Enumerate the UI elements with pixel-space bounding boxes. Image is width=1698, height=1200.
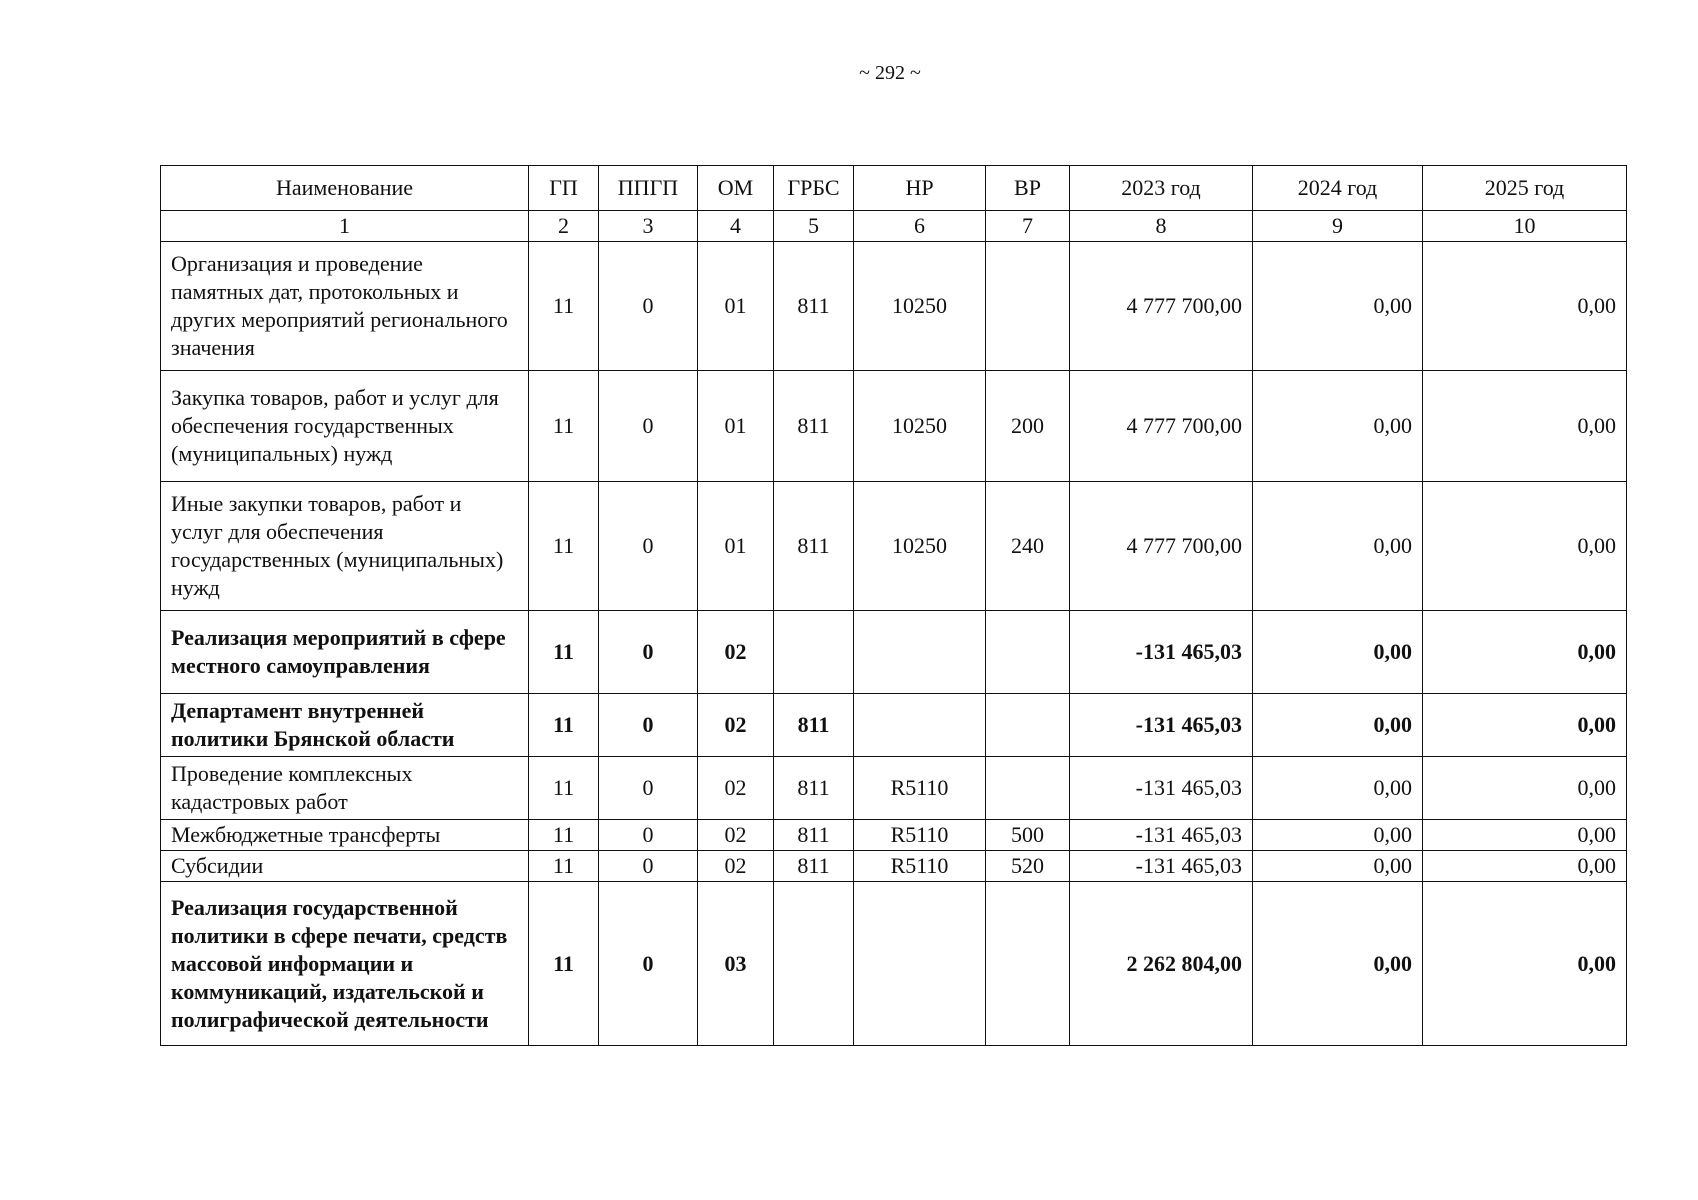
header-2023: 2023 год — [1070, 166, 1253, 211]
row-2024: 0,00 — [1253, 851, 1423, 882]
row-2025: 0,00 — [1423, 851, 1627, 882]
row-2024: 0,00 — [1253, 242, 1423, 371]
header-gp: ГП — [529, 166, 599, 211]
row-gp: 11 — [529, 371, 599, 482]
column-number: 3 — [599, 211, 698, 242]
page-number: ~ 292 ~ — [859, 62, 921, 84]
row-name: Реализация мероприятий в сфере местного самоуправления — [161, 611, 529, 694]
column-number: 8 — [1070, 211, 1253, 242]
header-2024: 2024 год — [1253, 166, 1423, 211]
row-2023: -131 465,03 — [1070, 851, 1253, 882]
row-2025: 0,00 — [1423, 882, 1627, 1046]
row-vr — [986, 694, 1070, 757]
row-2025: 0,00 — [1423, 611, 1627, 694]
row-ppgp: 0 — [599, 242, 698, 371]
row-gp: 11 — [529, 694, 599, 757]
row-grbs: 811 — [774, 371, 854, 482]
row-vr — [986, 242, 1070, 371]
row-om: 01 — [698, 242, 774, 371]
row-gp: 11 — [529, 882, 599, 1046]
row-ppgp: 0 — [599, 851, 698, 882]
row-2023: -131 465,03 — [1070, 757, 1253, 820]
row-2023: 4 777 700,00 — [1070, 242, 1253, 371]
row-2024: 0,00 — [1253, 371, 1423, 482]
row-ppgp: 0 — [599, 757, 698, 820]
column-number: 5 — [774, 211, 854, 242]
row-vr: 500 — [986, 820, 1070, 851]
row-2023: -131 465,03 — [1070, 611, 1253, 694]
row-name: Реализация государственной политики в сфере печати, средств массовой информации и коммуникаций, издательской и полиграфической деятельности — [161, 882, 529, 1046]
column-number: 6 — [854, 211, 986, 242]
row-2024: 0,00 — [1253, 694, 1423, 757]
row-nr: 10250 — [854, 371, 986, 482]
row-om: 02 — [698, 611, 774, 694]
row-ppgp: 0 — [599, 882, 698, 1046]
row-name: Организация и проведение памятных дат, протокольных и других мероприятий регионального значения — [161, 242, 529, 371]
header-vr: ВР — [986, 166, 1070, 211]
row-vr — [986, 882, 1070, 1046]
row-2025: 0,00 — [1423, 820, 1627, 851]
row-vr — [986, 757, 1070, 820]
row-ppgp: 0 — [599, 820, 698, 851]
table-row — [161, 371, 1627, 482]
row-name: Иные закупки товаров, работ и услуг для обеспечения государственных (муниципальных) нужд — [161, 482, 529, 611]
row-gp: 11 — [529, 851, 599, 882]
row-2025: 0,00 — [1423, 694, 1627, 757]
row-ppgp: 0 — [599, 371, 698, 482]
row-2023: 4 777 700,00 — [1070, 371, 1253, 482]
header-nr: НР — [854, 166, 986, 211]
row-nr — [854, 611, 986, 694]
row-grbs: 811 — [774, 694, 854, 757]
row-gp: 11 — [529, 611, 599, 694]
row-nr: R5110 — [854, 851, 986, 882]
row-name: Проведение комплексных кадастровых работ — [161, 757, 529, 820]
row-vr: 240 — [986, 482, 1070, 611]
column-number: 7 — [986, 211, 1070, 242]
header-row — [161, 166, 1627, 211]
row-grbs — [774, 611, 854, 694]
column-number: 4 — [698, 211, 774, 242]
header-name: Наименование — [161, 166, 529, 211]
row-nr — [854, 882, 986, 1046]
table-row — [161, 882, 1627, 1046]
table-row — [161, 694, 1627, 757]
header-om: ОМ — [698, 166, 774, 211]
header-ppgp: ППГП — [599, 166, 698, 211]
row-name: Департамент внутренней политики Брянской области — [161, 694, 529, 757]
row-2023: -131 465,03 — [1070, 694, 1253, 757]
row-name: Межбюджетные трансферты — [161, 820, 529, 851]
header-2025: 2025 год — [1423, 166, 1627, 211]
row-grbs: 811 — [774, 757, 854, 820]
row-gp: 11 — [529, 820, 599, 851]
row-nr: 10250 — [854, 482, 986, 611]
row-2023: -131 465,03 — [1070, 820, 1253, 851]
table-row — [161, 611, 1627, 694]
row-2024: 0,00 — [1253, 611, 1423, 694]
row-om: 03 — [698, 882, 774, 1046]
row-gp: 11 — [529, 242, 599, 371]
column-number: 2 — [529, 211, 599, 242]
column-number-row — [161, 211, 1627, 242]
row-om: 02 — [698, 694, 774, 757]
row-vr: 520 — [986, 851, 1070, 882]
row-om: 02 — [698, 851, 774, 882]
row-grbs: 811 — [774, 851, 854, 882]
row-2024: 0,00 — [1253, 757, 1423, 820]
row-ppgp: 0 — [599, 694, 698, 757]
row-ppgp: 0 — [599, 482, 698, 611]
row-grbs: 811 — [774, 820, 854, 851]
column-number: 1 — [161, 211, 529, 242]
row-om: 01 — [698, 482, 774, 611]
column-number: 9 — [1253, 211, 1423, 242]
table-row — [161, 242, 1627, 371]
row-om: 02 — [698, 820, 774, 851]
table-row — [161, 851, 1627, 882]
row-nr: 10250 — [854, 242, 986, 371]
row-2023: 2 262 804,00 — [1070, 882, 1253, 1046]
table-row — [161, 482, 1627, 611]
row-ppgp: 0 — [599, 611, 698, 694]
row-gp: 11 — [529, 482, 599, 611]
row-2023: 4 777 700,00 — [1070, 482, 1253, 611]
table-row — [161, 820, 1627, 851]
row-nr — [854, 694, 986, 757]
row-nr: R5110 — [854, 757, 986, 820]
row-2025: 0,00 — [1423, 242, 1627, 371]
row-2025: 0,00 — [1423, 371, 1627, 482]
row-2024: 0,00 — [1253, 820, 1423, 851]
row-grbs: 811 — [774, 242, 854, 371]
row-name: Закупка товаров, работ и услуг для обеспечения государственных (муниципальных) нужд — [161, 371, 529, 482]
row-nr: R5110 — [854, 820, 986, 851]
header-grbs: ГРБС — [774, 166, 854, 211]
row-2025: 0,00 — [1423, 482, 1627, 611]
row-vr — [986, 611, 1070, 694]
row-grbs — [774, 882, 854, 1046]
row-2025: 0,00 — [1423, 757, 1627, 820]
row-om: 02 — [698, 757, 774, 820]
budget-table — [160, 165, 1627, 1046]
row-name: Субсидии — [161, 851, 529, 882]
table-row — [161, 757, 1627, 820]
column-number: 10 — [1423, 211, 1627, 242]
row-vr: 200 — [986, 371, 1070, 482]
row-2024: 0,00 — [1253, 882, 1423, 1046]
row-2024: 0,00 — [1253, 482, 1423, 611]
row-grbs: 811 — [774, 482, 854, 611]
row-gp: 11 — [529, 757, 599, 820]
row-om: 01 — [698, 371, 774, 482]
